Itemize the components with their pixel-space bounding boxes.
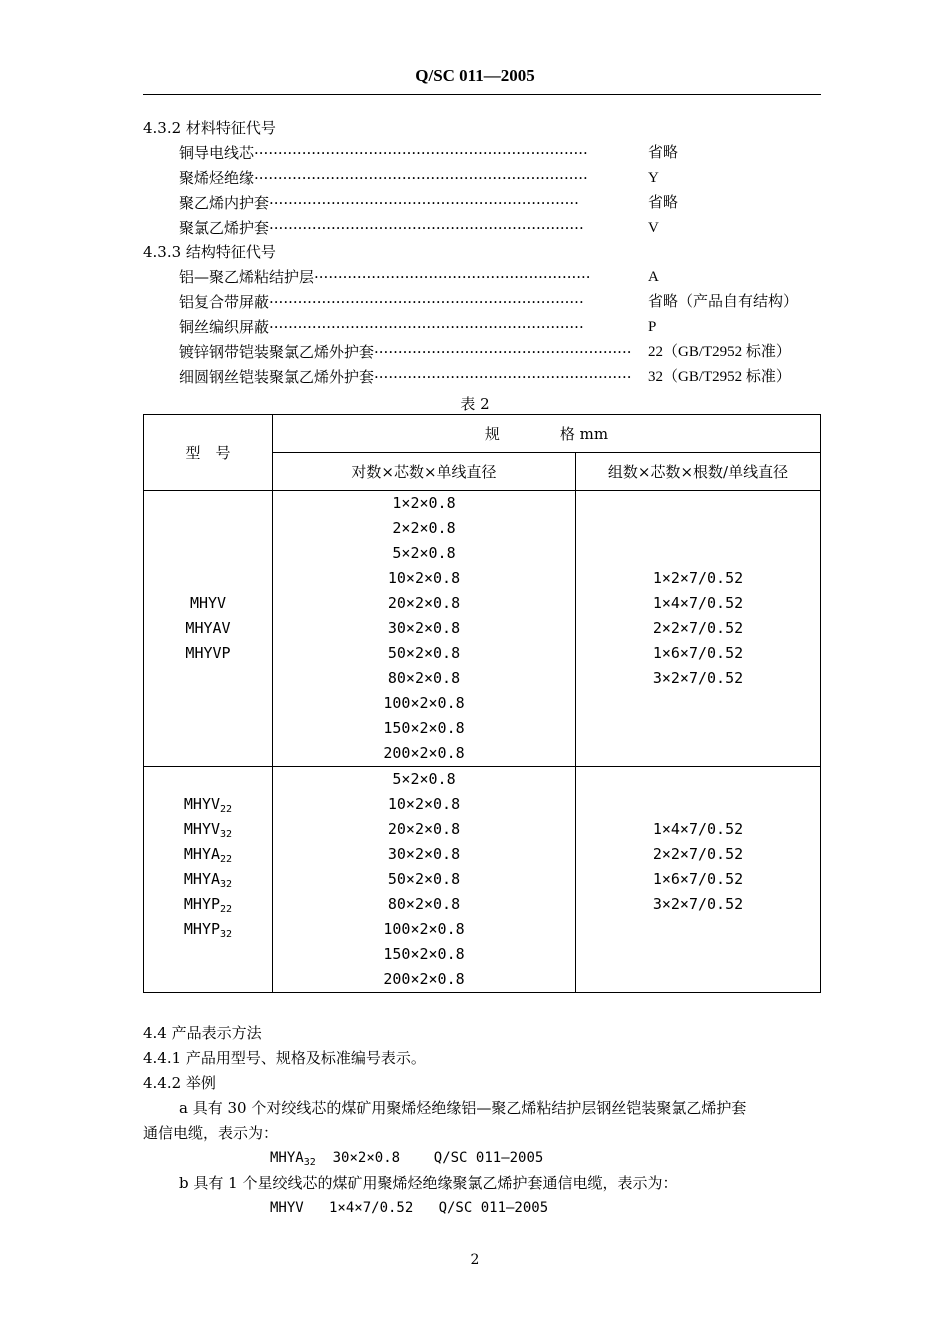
blank-line <box>144 942 272 967</box>
example-a-code-sub: 32 <box>303 1157 316 1168</box>
blank-line <box>144 767 272 792</box>
blank-line <box>144 541 272 566</box>
leader-item <box>179 292 819 312</box>
leader-dots: ·························································· <box>314 268 591 286</box>
model-base: MHYV <box>183 820 221 838</box>
leader-item <box>179 342 819 362</box>
example-a-line1: a 具有 30 个对绞线芯的煤矿用聚烯烃绝缘铝—聚乙烯粘结护层钢丝铠装聚氯乙烯护套 <box>179 1099 747 1117</box>
leader-label: 铜导电线芯 <box>179 144 255 162</box>
pair-spec: 10×2×0.8 <box>387 569 461 587</box>
leader-item <box>179 267 819 287</box>
leader-value: V <box>648 220 659 236</box>
leader-dots: ······················································ <box>374 343 632 361</box>
table-caption: 表 2 <box>460 395 490 413</box>
pair-spec: 5×2×0.8 <box>392 770 456 788</box>
blank-line <box>576 917 820 942</box>
blank-line <box>576 767 820 792</box>
group-spec: 3×2×7/0.52 <box>652 895 744 913</box>
blank-line <box>144 967 272 992</box>
blank-line <box>576 942 820 967</box>
example-a-code-rest: 30×2×0.8 Q/SC 011—2005 <box>315 1150 544 1166</box>
group-spec: 1×4×7/0.52 <box>652 820 744 838</box>
section-4-3-3-title: 4.3.3 结构特征代号 <box>143 243 276 261</box>
model-code: MHYV <box>189 594 227 612</box>
leader-label: 铝复合带屏蔽 <box>179 293 270 311</box>
leader-label: 聚氯乙烯护套 <box>179 219 270 237</box>
group-spec: 1×6×7/0.52 <box>652 870 744 888</box>
leader-dots: ······································································ <box>254 144 588 162</box>
blank-line <box>576 967 820 992</box>
pair-spec: 50×2×0.8 <box>387 870 461 888</box>
header-model: 型 号 <box>144 415 273 491</box>
group-spec: 2×2×7/0.52 <box>652 845 744 863</box>
group2-groups <box>576 767 821 993</box>
model-base: MHYA <box>183 870 221 888</box>
model-base: MHYV <box>183 795 221 813</box>
blank-line <box>576 491 820 516</box>
section-4-4-2: 4.4.2 举例 <box>143 1074 216 1092</box>
blank-line <box>576 716 820 741</box>
leader-dots: ······································································ <box>254 169 588 187</box>
section-4-4-title: 4.4 产品表示方法 <box>143 1024 262 1042</box>
pair-spec: 20×2×0.8 <box>387 820 461 838</box>
leader-value: 省略 <box>648 195 679 211</box>
leader-value: P <box>648 319 657 335</box>
leader-item <box>179 143 819 163</box>
model-base: MHYP <box>183 895 221 913</box>
spec-table <box>143 414 821 993</box>
leader-item <box>179 218 819 238</box>
model-sub: 32 <box>220 879 233 890</box>
blank-line <box>144 716 272 741</box>
group-spec: 3×2×7/0.52 <box>652 669 744 687</box>
group2-models <box>144 767 273 993</box>
group1-models <box>144 491 273 767</box>
pair-spec: 10×2×0.8 <box>387 795 461 813</box>
blank-line <box>144 566 272 591</box>
blank-line <box>576 541 820 566</box>
leader-dots: ································································· <box>269 194 579 212</box>
pair-spec: 20×2×0.8 <box>387 594 461 612</box>
pair-spec: 200×2×0.8 <box>383 744 465 762</box>
model-sub: 22 <box>220 904 233 915</box>
pair-spec: 200×2×0.8 <box>383 970 465 988</box>
group2-pairs <box>273 767 576 993</box>
pair-spec: 150×2×0.8 <box>383 945 465 963</box>
group1-pairs <box>273 491 576 767</box>
leader-item <box>179 317 819 337</box>
pair-spec: 30×2×0.8 <box>387 845 461 863</box>
model-sub: 22 <box>220 804 233 815</box>
blank-line <box>144 491 272 516</box>
leader-item <box>179 193 819 213</box>
model-code <box>144 842 272 867</box>
example-a-code-base: MHYA <box>270 1150 304 1166</box>
pair-spec: 100×2×0.8 <box>383 920 465 938</box>
model-code <box>144 817 272 842</box>
blank-line <box>576 516 820 541</box>
leader-value: 省略 <box>648 145 679 161</box>
pair-spec: 80×2×0.8 <box>387 669 461 687</box>
pair-spec: 1×2×0.8 <box>392 494 456 512</box>
section-4-3-2-title: 4.3.2 材料特征代号 <box>143 119 276 137</box>
model-code <box>144 892 272 917</box>
leader-dots: ·································································· <box>269 219 584 237</box>
model-code <box>144 867 272 892</box>
standard-code-header: Q/SC 011—2005 <box>415 66 535 85</box>
leader-label: 铝—聚乙烯粘结护层 <box>179 268 315 286</box>
sub-header-groups: 组数×芯数×根数/单线直径 <box>576 453 821 491</box>
example-a-line2: 通信电缆，表示为： <box>143 1124 279 1142</box>
blank-line <box>576 792 820 817</box>
leader-value: 省略（产品自有结构） <box>648 294 799 310</box>
header-spec: 规 格 mm <box>273 415 821 453</box>
model-code <box>144 792 272 817</box>
leader-label: 镀锌钢带铠装聚氯乙烯外护套 <box>179 343 375 361</box>
group-spec: 2×2×7/0.52 <box>652 619 744 637</box>
example-b-code: MHYV 1×4×7/0.52 Q/SC 011—2005 <box>270 1200 549 1216</box>
blank-line <box>144 691 272 716</box>
blank-line <box>576 741 820 766</box>
example-a-code <box>270 1148 543 1173</box>
leader-label: 聚烯烃绝缘 <box>179 169 255 187</box>
leader-dots: ······················································ <box>374 368 632 386</box>
group-spec: 1×4×7/0.52 <box>652 594 744 612</box>
blank-line <box>144 666 272 691</box>
leader-dots: ·································································· <box>269 293 584 311</box>
model-sub: 32 <box>220 829 233 840</box>
model-base: MHYA <box>183 845 221 863</box>
leader-label: 聚乙烯内护套 <box>179 194 270 212</box>
leader-dots: ·································································· <box>269 318 584 336</box>
model-code: MHYAV <box>185 619 231 637</box>
group-spec: 1×6×7/0.52 <box>652 644 744 662</box>
page-number: 2 <box>470 1252 480 1268</box>
model-code: MHYVP <box>185 644 231 662</box>
pair-spec: 30×2×0.8 <box>387 619 461 637</box>
model-sub: 22 <box>220 854 233 865</box>
leader-label: 细圆钢丝铠装聚氯乙烯外护套 <box>179 368 375 386</box>
blank-line <box>144 741 272 766</box>
header-divider <box>143 94 821 95</box>
leader-value: 22（GB/T2952 标准） <box>648 344 791 360</box>
pair-spec: 80×2×0.8 <box>387 895 461 913</box>
leader-value: A <box>648 269 659 285</box>
pair-spec: 5×2×0.8 <box>392 544 456 562</box>
pair-spec: 50×2×0.8 <box>387 644 461 662</box>
pair-spec: 150×2×0.8 <box>383 719 465 737</box>
leader-value: Y <box>648 170 659 186</box>
leader-item <box>179 367 819 387</box>
leader-item <box>179 168 819 188</box>
group-spec: 1×2×7/0.52 <box>652 569 744 587</box>
model-sub: 32 <box>220 929 233 940</box>
section-4-4-1: 4.4.1 产品用型号、规格及标准编号表示。 <box>143 1049 426 1067</box>
model-code <box>144 917 272 942</box>
leader-value: 32（GB/T2952 标准） <box>648 369 791 385</box>
leader-label: 铜丝编织屏蔽 <box>179 318 270 336</box>
pair-spec: 100×2×0.8 <box>383 694 465 712</box>
model-base: MHYP <box>183 920 221 938</box>
group1-groups <box>576 491 821 767</box>
pair-spec: 2×2×0.8 <box>392 519 456 537</box>
blank-line <box>144 516 272 541</box>
blank-line <box>576 691 820 716</box>
sub-header-pairs: 对数×芯数×单线直径 <box>273 453 576 491</box>
example-b-line: b 具有 1 个星绞线芯的煤矿用聚烯烃绝缘聚氯乙烯护套通信电缆，表示为： <box>179 1174 678 1192</box>
